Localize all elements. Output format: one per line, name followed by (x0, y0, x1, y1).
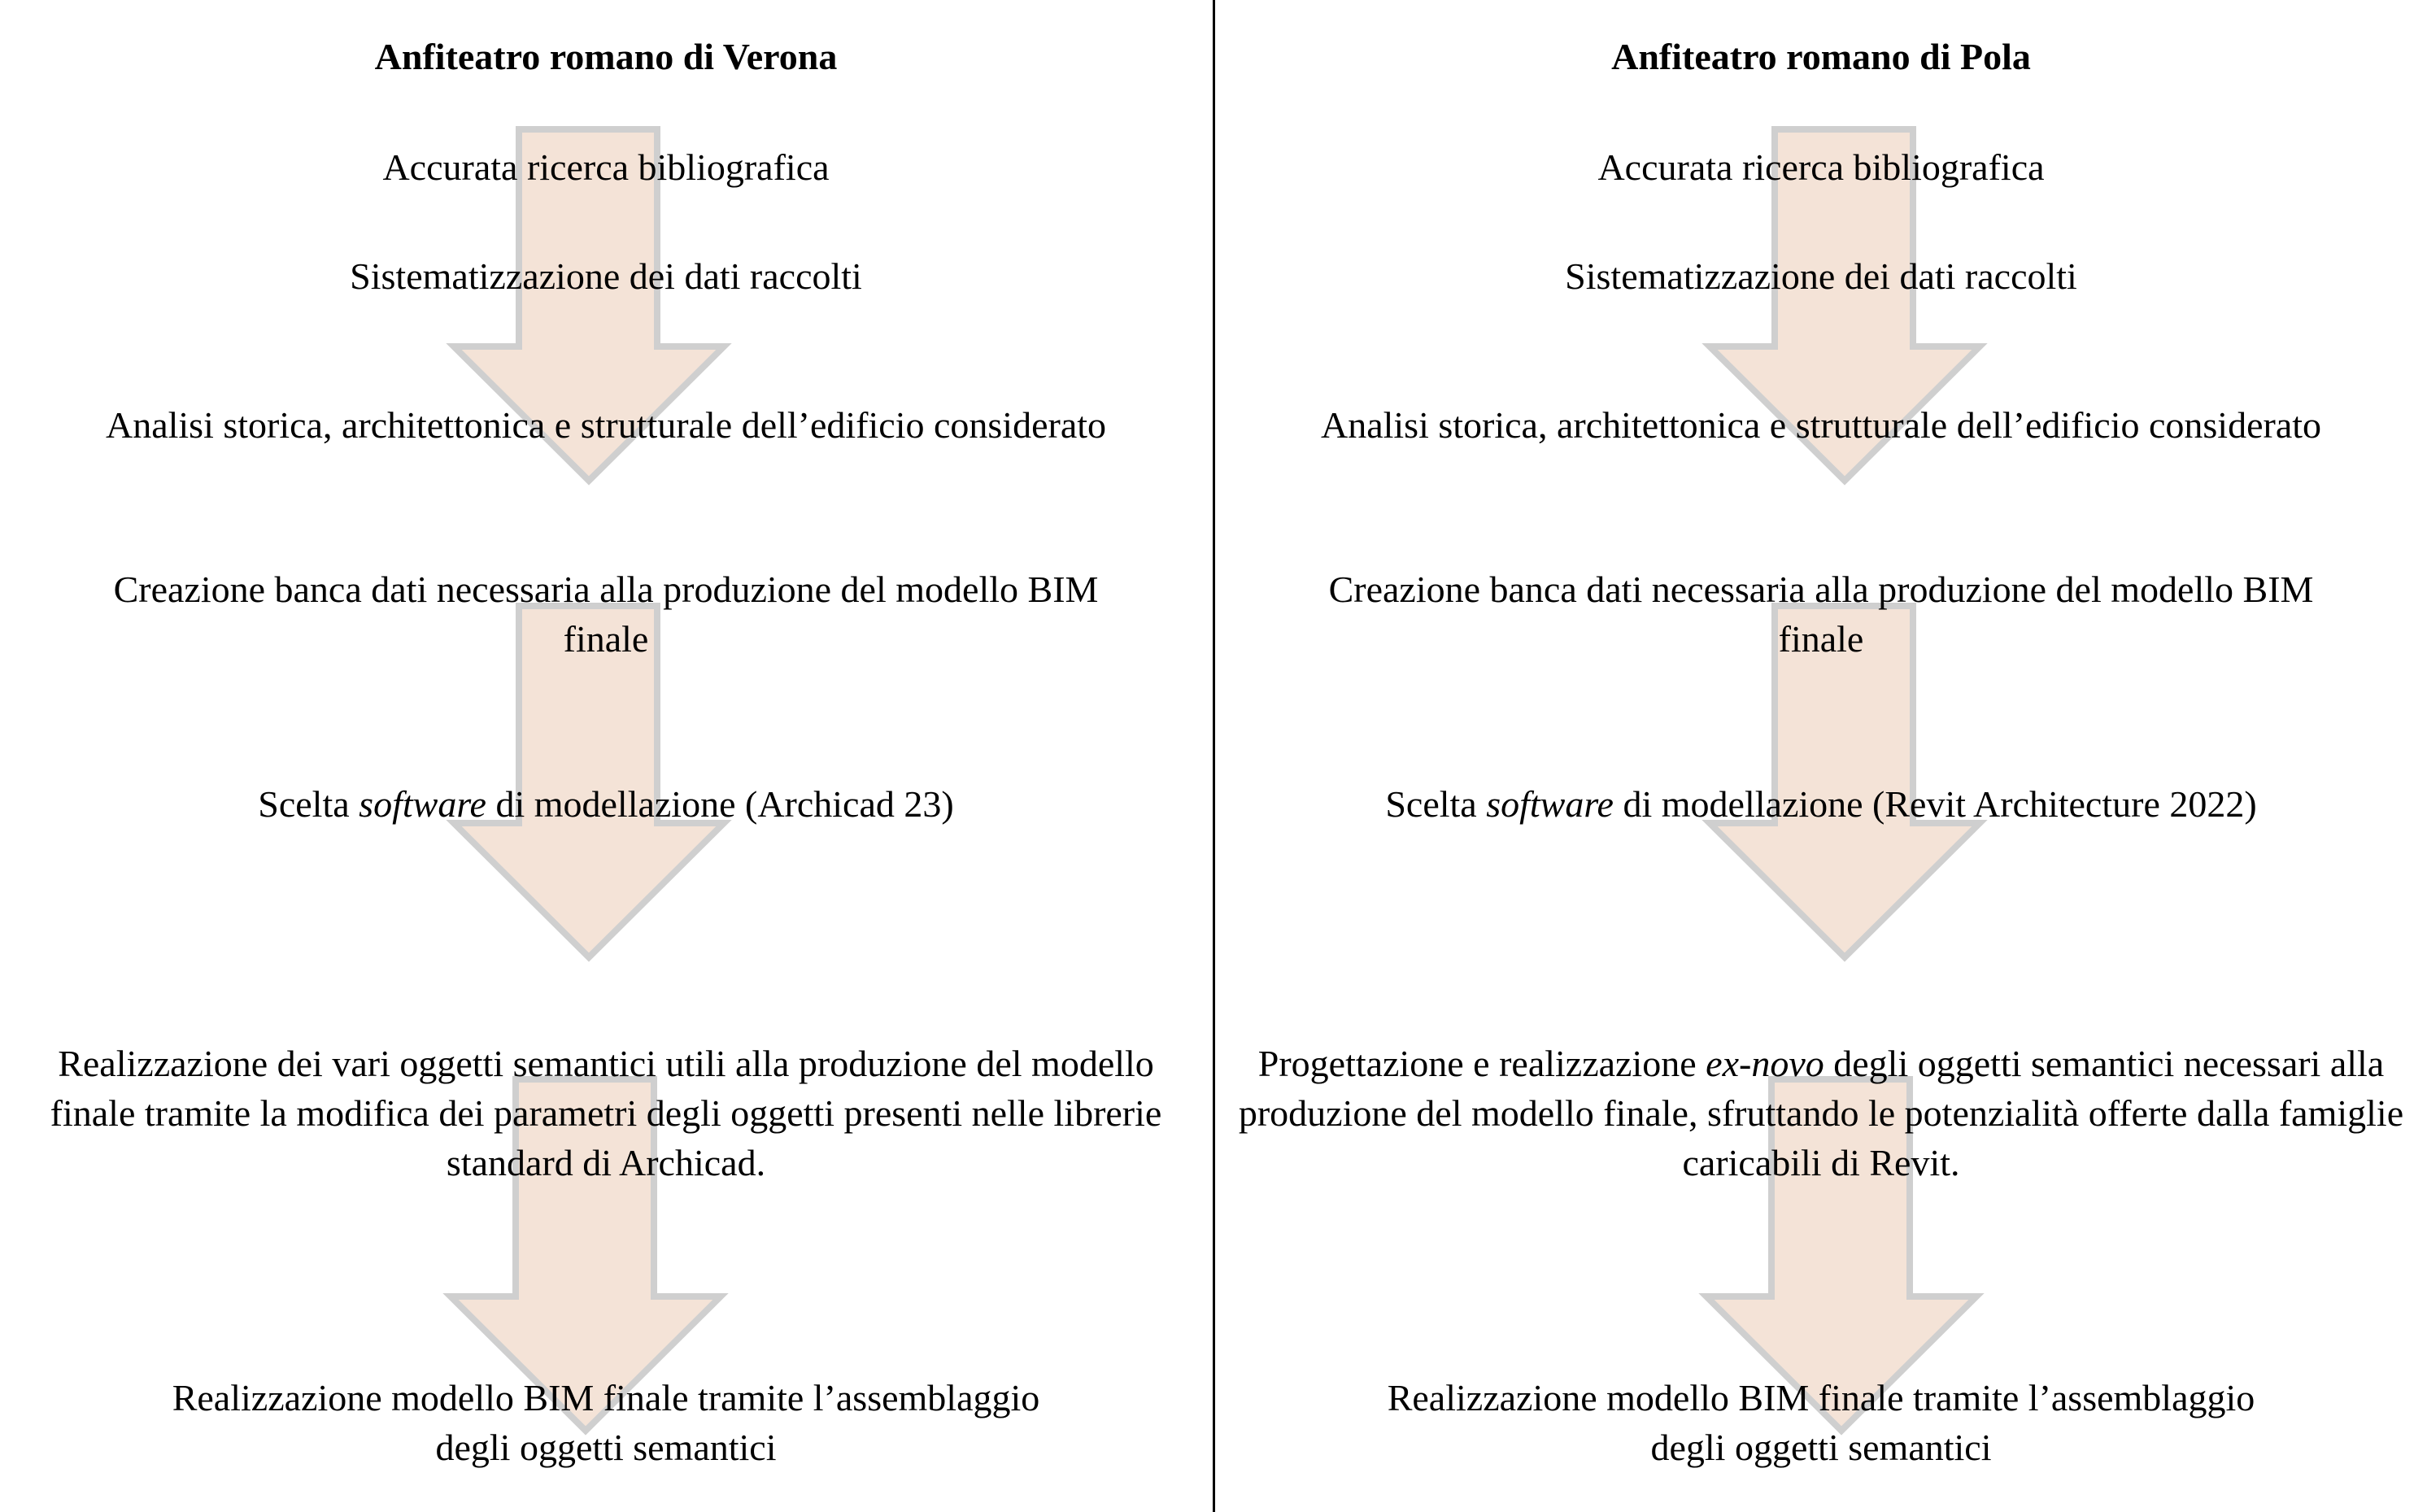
step-text: Analisi storica, architettonica e strutturale dell’edificio considerato (105, 404, 1107, 446)
step-bibliographic-research (1215, 142, 2427, 192)
step-bibliographic-research (0, 142, 1212, 192)
column-title: Anfiteatro romano di Pola (1611, 36, 2031, 77)
step-text: Creazione banca dati necessaria alla produzione del modello BIM finale (1328, 569, 2314, 660)
step-text: di modellazione (Archicad 23) (486, 783, 954, 825)
step-final-bim-model (0, 1373, 1212, 1472)
step-text: Analisi storica, architettonica e strutturale dell’edificio considerato (1320, 404, 2322, 446)
column-pola (1215, 0, 2427, 1512)
step-text-italic: software (359, 783, 486, 825)
step-text: Scelta (1385, 783, 1487, 825)
step-text: Scelta (258, 783, 359, 825)
step-text: Realizzazione modello BIM finale tramite l’assemblaggio degli oggetti semantici (1387, 1377, 2255, 1468)
step-text-italic: software (1486, 783, 1614, 825)
step-building-analysis (1215, 400, 2427, 450)
step-semantic-objects (1215, 1039, 2427, 1187)
step-semantic-objects (0, 1039, 1212, 1187)
step-text: Sistematizzazione dei dati raccolti (350, 255, 862, 297)
step-data-systematization (1215, 251, 2427, 301)
step-building-analysis (0, 400, 1212, 450)
step-text: degli oggetti semantici necessari alla produzione del modello finale, sfruttando le potenzialità offerte dalla famiglie caricabili di Revit. (1238, 1043, 2404, 1183)
column-verona (0, 0, 1212, 1512)
step-text-italic: ex-novo (1706, 1043, 1824, 1084)
step-text: Sistematizzazione dei dati raccolti (1565, 255, 2077, 297)
step-database-creation (0, 564, 1212, 664)
step-software-choice (1215, 779, 2427, 829)
step-database-creation (1215, 564, 2427, 664)
step-data-systematization (0, 251, 1212, 301)
step-text: di modellazione (Revit Architecture 2022) (1613, 783, 2257, 825)
step-software-choice (0, 779, 1212, 829)
step-text: Realizzazione dei vari oggetti semantici utili alla produzione del modello finale tramite la modifica dei parametri degli oggetti presenti nelle librerie standard di Archicad. (50, 1043, 1162, 1183)
step-text: Accurata ricerca bibliografica (1597, 146, 2045, 188)
step-final-bim-model (1215, 1373, 2427, 1472)
step-text: Creazione banca dati necessaria alla produzione del modello BIM finale (113, 569, 1099, 660)
step-text: Progettazione e realizzazione (1257, 1043, 1706, 1084)
step-text: Accurata ricerca bibliografica (382, 146, 830, 188)
column-title: Anfiteatro romano di Verona (374, 36, 838, 77)
step-text: Realizzazione modello BIM finale tramite l’assemblaggio degli oggetti semantici (172, 1377, 1040, 1468)
